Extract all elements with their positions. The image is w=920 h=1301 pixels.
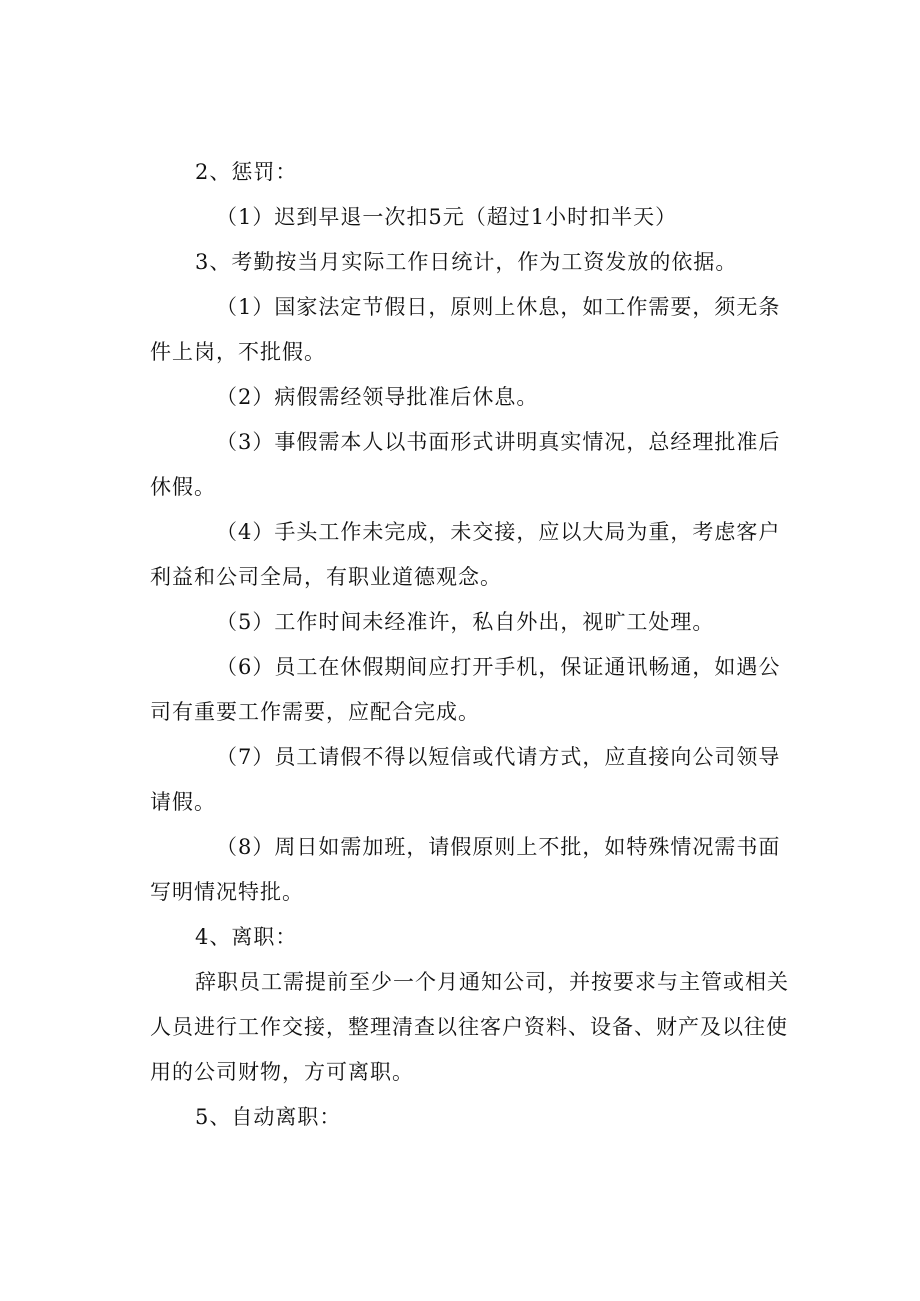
paragraph-holiday: （1）国家法定节假日，原则上休息，如工作需要，须无条件上岗，不批假。 [150,295,781,364]
section-heading-resignation: 4、离职： [195,925,298,949]
section-heading-auto-resignation: 5、自动离职： [195,1105,342,1129]
section-heading-attendance: 3、考勤按当月实际工作日统计，作为工资发放的依据。 [195,250,738,274]
paragraph-absence: （5）工作时间未经准许，私自外出，视旷工处理。 [216,610,715,634]
paragraph-late-penalty: （1）迟到早退一次扣5元（超过1小时扣半天） [216,205,678,229]
paragraph-handover: （4）手头工作未完成，未交接，应以大局为重，考虑客户利益和公司全局，有职业道德观念。 [150,520,781,589]
paragraph-personal-leave: （3）事假需本人以书面形式讲明真实情况，总经理批准后休假。 [150,430,781,499]
section-heading-penalty: 2、惩罚： [195,160,298,184]
paragraph-sunday-overtime: （8）周日如需加班，请假原则上不批，如特殊情况需书面写明情况特批。 [150,835,781,904]
paragraph-sick-leave: （2）病假需经领导批准后休息。 [216,385,539,409]
paragraph-phone-on-leave: （6）员工在休假期间应打开手机，保证通讯畅通，如遇公司有重要工作需要，应配合完成。 [150,655,781,724]
paragraph-leave-request: （7）员工请假不得以短信或代请方式，应直接向公司领导请假。 [150,745,781,814]
paragraph-resignation-rules: 辞职员工需提前至少一个月通知公司，并按要求与主管或相关人员进行工作交接，整理清查以往客户资料、设备、财产及以往使用的公司财物，方可离职。 [150,970,789,1084]
document-body [150,150,800,1140]
